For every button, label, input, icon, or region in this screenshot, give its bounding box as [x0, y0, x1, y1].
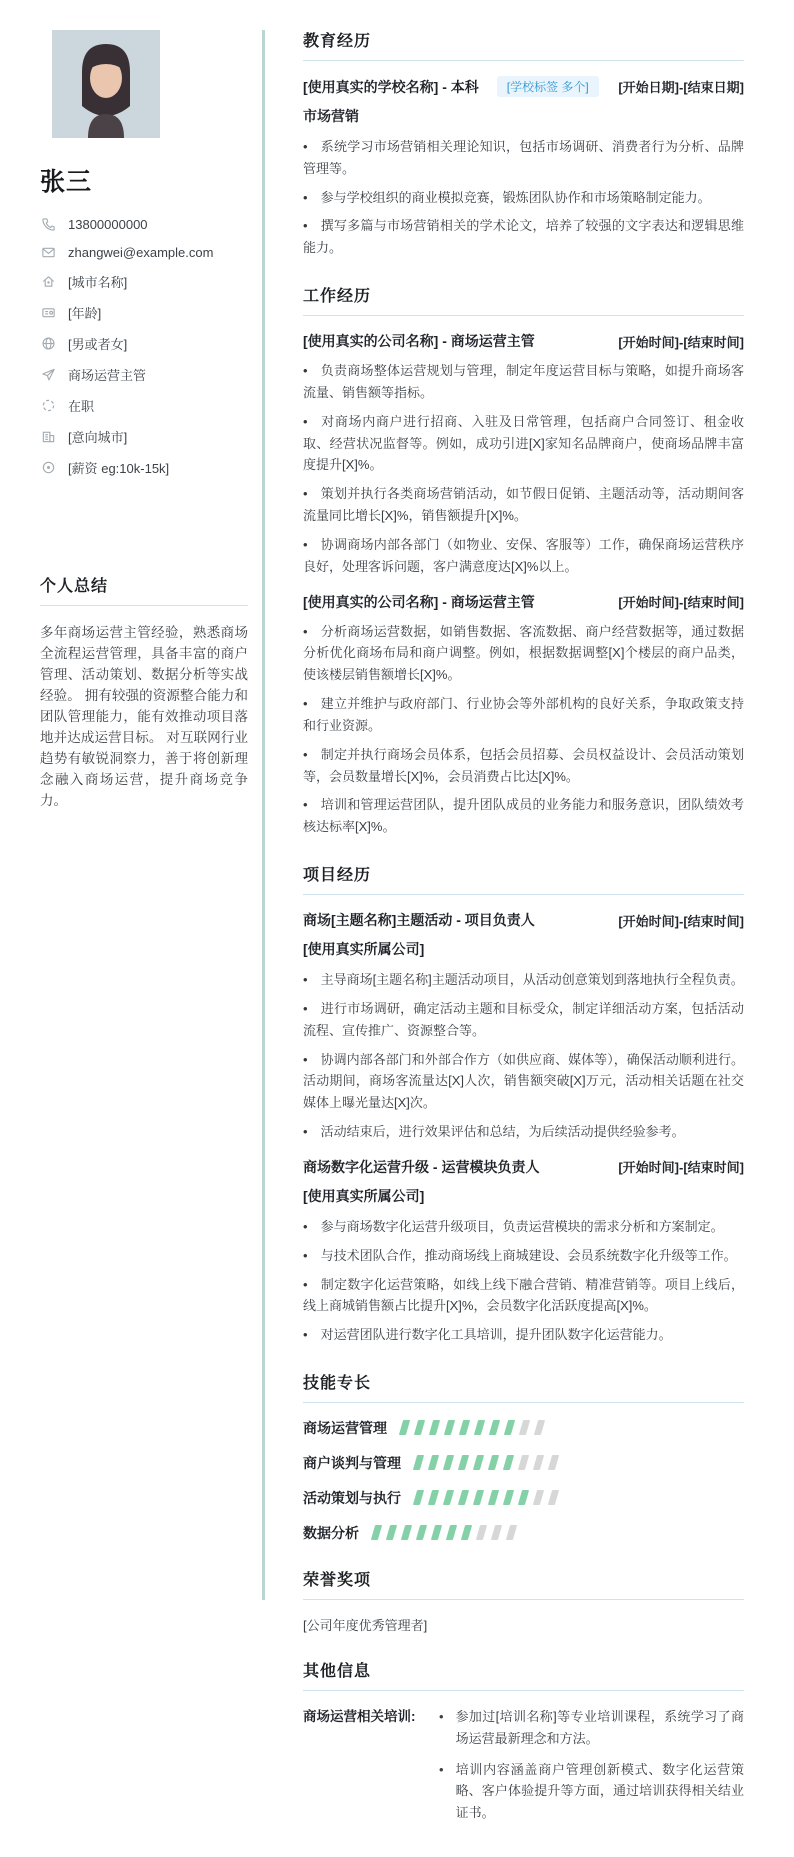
projects-section — [303, 862, 744, 1346]
major: 市场营销 — [303, 108, 359, 124]
city-icon — [40, 429, 56, 445]
work-bullet: • 策划并执行各类商场营销活动，如节假日促销、主题活动等，活动期间客流量同比增长[X]%，销售额提升[X]%。 — [303, 483, 744, 527]
training-label: 商场运营相关培训: — [303, 1708, 416, 1724]
education-bullet: • 参与学校组织的商业模拟竞赛，锻炼团队协作和市场策略制定能力。 — [303, 187, 744, 209]
work-date: [开始时间]-[结束时间] — [618, 595, 744, 611]
contact-age — [40, 303, 248, 322]
contact-job-title — [40, 365, 248, 384]
contact-email — [40, 244, 248, 260]
skill-level-bar — [373, 1525, 523, 1540]
project-company: [使用真实所属公司] — [303, 941, 425, 958]
contact-status — [40, 396, 248, 415]
project-entry-2 — [303, 1157, 744, 1346]
avatar-illustration — [52, 30, 160, 138]
skill-row — [303, 1418, 744, 1438]
sidebar — [40, 30, 248, 811]
sidebar-divider — [262, 30, 265, 1600]
project-bullet: • 主导商场[主题名称]主题活动项目，从活动创意策划到落地执行全程负责。 — [303, 969, 744, 991]
contact-city — [40, 272, 248, 291]
candidate-name: 张三 — [40, 168, 93, 196]
work-bullet: • 协调商场内部各部门（如物业、安保、客服等）工作，确保商场运营秩序良好，处理客诉问题，客户满意度达[X]%以上。 — [303, 534, 744, 578]
company-name: [使用真实的公司名称] - 商场运营主管 — [303, 593, 535, 610]
skill-label: 商场运营管理 — [303, 1419, 387, 1436]
contact-salary — [40, 458, 248, 477]
profile-photo — [52, 30, 160, 138]
skill-row — [303, 1488, 744, 1508]
summary-title: 个人总结 — [40, 573, 248, 606]
education-bullet: • 撰写多篇与市场营销相关的学术论文，培养了较强的文字表达和逻辑思维能力。 — [303, 215, 744, 259]
honor-item: [公司年度优秀管理者] — [303, 1617, 428, 1633]
bullet-dot: • — [439, 1708, 444, 1724]
contact-gender-text: [男或者女] — [68, 337, 128, 352]
training-bullet: • 参加过[培训名称]等专业培训课程，系统学习了商场运营最新理念和方法。 — [431, 1706, 744, 1750]
honors-title: 荣誉奖项 — [303, 1567, 744, 1600]
phone-icon — [40, 216, 56, 232]
education-bullet: • 系统学习市场营销相关理论知识，包括市场调研、消费者行为分析、品牌管理等。 — [303, 136, 744, 180]
skill-level-bar — [415, 1455, 565, 1470]
education-title: 教育经历 — [303, 28, 744, 61]
contact-age-text: [年龄] — [68, 306, 102, 321]
project-name: 商场[主题名称]主题活动 - 项目负责人 — [303, 912, 535, 929]
project-bullet: • 对运营团队进行数字化工具培训，提升团队数字化运营能力。 — [303, 1324, 744, 1346]
work-bullet: • 对商场内商户进行招商、入驻及日常管理，包括商户合同签订、租金收取、经营状况监督等。例如，成功引进[X]家知名品牌商户，使商场品牌丰富度提升[X]%。 — [303, 411, 744, 476]
training-bullet: • 培训内容涵盖商户管理创新模式、数字化运营策略、客户体验提升等方面，通过培训获得相关结业证书。 — [431, 1759, 744, 1824]
skill-label: 商户谈判与管理 — [303, 1454, 401, 1471]
work-bullet: • 制定并执行商场会员体系，包括会员招募、会员权益设计、会员活动策划等，会员数量增长[X]%，会员消费占比达[X]%。 — [303, 744, 744, 788]
education-section — [303, 28, 744, 259]
skill-row — [303, 1453, 744, 1473]
contact-phone-text: 13800000000 — [68, 216, 148, 232]
project-bullet: • 进行市场调研，确定活动主题和目标受众，制定详细活动方案，包括活动流程、宣传推广、资源整合等。 — [303, 998, 744, 1042]
education-date: [开始日期]-[结束日期] — [618, 80, 744, 95]
main-content — [303, 28, 744, 1857]
work-bullet: • 负责商场整体运营规划与管理，制定年度运营目标与策略，如提升商场客流量、销售额等指标。 — [303, 360, 744, 404]
education-entry — [303, 76, 744, 259]
status-icon — [40, 398, 56, 414]
gender-icon — [40, 336, 56, 352]
contact-list — [40, 216, 248, 477]
school-name: [使用真实的学校名称] - 本科 — [303, 78, 479, 95]
contact-phone — [40, 216, 248, 232]
contact-city-text: [城市名称] — [68, 275, 128, 290]
contact-intended-city — [40, 427, 248, 446]
home-icon — [40, 274, 56, 290]
project-bullet: • 活动结束后，进行效果评估和总结，为后续活动提供经验参考。 — [303, 1121, 744, 1143]
honors-section — [303, 1567, 744, 1634]
project-name: 商场数字化运营升级 - 运营模块负责人 — [303, 1158, 540, 1175]
email-icon — [40, 244, 56, 260]
project-bullet: • 与技术团队合作，推动商场线上商城建设、会员系统数字化升级等工作。 — [303, 1245, 744, 1267]
work-bullet: • 培训和管理运营团队，提升团队成员的业务能力和服务意识，团队绩效考核达标率[X]%。 — [303, 794, 744, 838]
bullet-dot: • — [439, 1761, 444, 1777]
work-entry-1 — [303, 331, 744, 577]
contact-intended-city-text: [意向城市] — [68, 430, 128, 445]
skill-label: 数据分析 — [303, 1524, 359, 1541]
project-bullet: • 协调内部各部门和外部合作方（如供应商、媒体等），确保活动顺利进行。活动期间，商场客流量达[X]人次，销售额突破[X]万元，活动相关话题在社交媒体上曝光量达[X]次。 — [303, 1049, 744, 1114]
skills-title: 技能专长 — [303, 1370, 744, 1403]
summary-text: 多年商场运营主管经验，熟悉商场全流程运营管理，具备丰富的商户管理、活动策划、数据分析等实战经验。 拥有较强的资源整合能力和团队管理能力，能有效推动项目落地并达成运营目标。 对互联网行业趋势有敏锐洞察力，善于将创新理念融入商场运营，提升商场竞争力。 — [40, 625, 248, 808]
projects-title: 项目经历 — [303, 862, 744, 895]
school-tag-badge: [学校标签 多个] — [497, 76, 599, 97]
project-company: [使用真实所属公司] — [303, 1187, 425, 1204]
skill-label: 活动策划与执行 — [303, 1489, 401, 1506]
work-bullet: • 建立并维护与政府部门、行业协会等外部机构的良好关系，争取政策支持和行业资源。 — [303, 693, 744, 737]
work-section — [303, 283, 744, 838]
other-info-section — [303, 1658, 744, 1833]
project-bullet: • 参与商场数字化运营升级项目，负责运营模块的需求分析和方案制定。 — [303, 1216, 744, 1238]
skill-level-bar — [415, 1490, 565, 1505]
contact-email-text: zhangwei@example.com — [68, 244, 214, 260]
age-icon — [40, 305, 56, 321]
project-entry-1 — [303, 910, 744, 1143]
skill-row — [303, 1523, 744, 1543]
personal-summary-section — [40, 573, 248, 811]
other-info-title: 其他信息 — [303, 1658, 744, 1691]
contact-salary-text: [薪资 eg:10k-15k] — [68, 461, 170, 476]
project-date: [开始时间]-[结束时间] — [618, 913, 744, 929]
contact-job-title-text: 商场运营主管 — [68, 368, 147, 383]
contact-gender — [40, 334, 248, 353]
company-name: [使用真实的公司名称] - 商场运营主管 — [303, 333, 535, 350]
work-entry-2 — [303, 592, 744, 838]
project-bullet: • 制定数字化运营策略，如线上线下融合营销、精准营销等。项目上线后，线上商城销售额占比提升[X]%，会员数字化活跃度提高[X]%。 — [303, 1274, 744, 1318]
salary-icon — [40, 460, 56, 476]
job-title-icon — [40, 367, 56, 383]
project-date: [开始时间]-[结束时间] — [618, 1160, 744, 1176]
work-title: 工作经历 — [303, 283, 744, 316]
skills-section — [303, 1370, 744, 1543]
skill-level-bar — [401, 1420, 551, 1435]
work-bullet: • 分析商场运营数据，如销售数据、客流数据、商户经营数据等，通过数据分析优化商场布局和商户调整。例如，根据数据调整[X]个楼层的商户品类，使该楼层销售额增长[X]%。 — [303, 621, 744, 686]
work-date: [开始时间]-[结束时间] — [618, 334, 744, 350]
contact-status-text: 在职 — [68, 399, 95, 414]
